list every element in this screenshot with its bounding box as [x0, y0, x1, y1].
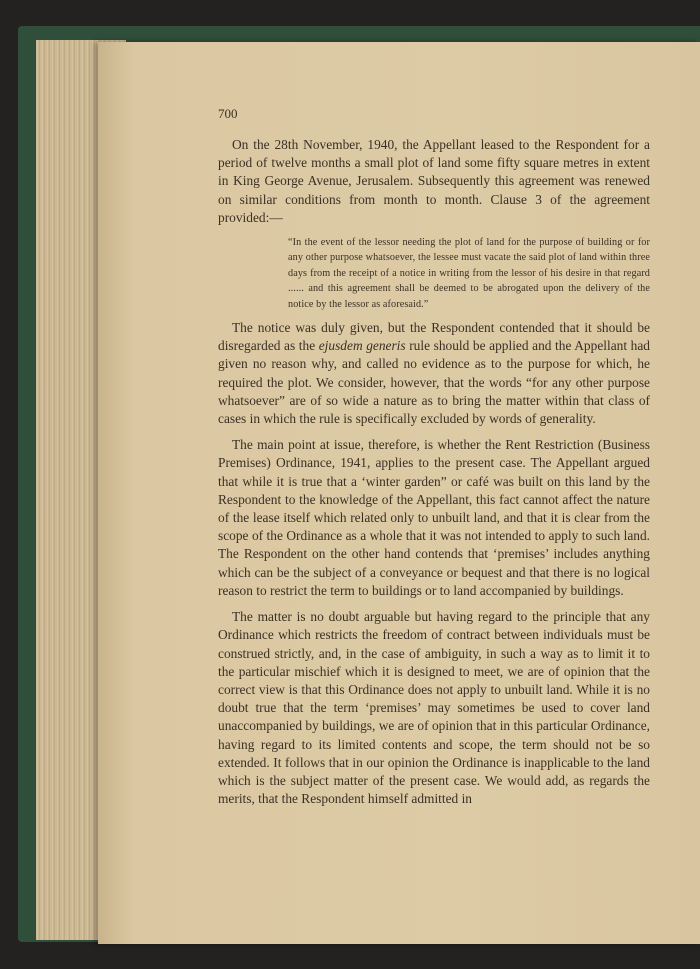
paragraph-3: The main point at issue, therefore, is whether the Rent Restriction (Business Premises) Ordinance, 1941, applies to the present case. The Appellant argued that while it is true that a ‘winter garden” or café was built on this land by the Respondent to the knowledge of the Appellant, this fact cannot affect the nature of the lease itself which related only to unbuilt land, and that it is clear from the scope of the Ordinance as a whole that it was not intended to apply to such land. The Respondent on the other hand contends that ‘premises’ includes anything which can be the subject of a conveyance or bequest and that there is no logical reason to restrict the term to buildings or to land accompanied by buildings. [218, 437, 650, 598]
page-number: 700 [218, 106, 238, 121]
block-quote: “In the event of the lessor needing the plot of land for the purpose of building or for any other purpose whatsoever, the lessee must vacate the said plot of land within three days from the receipt of a notice in writing from the lessor of his desire in that regard ...... and this agreement shall be deemed to be abrogated upon the delivery of the notice by the lessor as aforesaid.” [288, 237, 650, 310]
paragraph-4: The matter is no doubt arguable but having regard to the principle that any Ordinance which restricts the freedom of contract between individuals must be construed strictly, and, in the case of ambiguity, in such a way as to limit it to the particular mischief which it is designed to meet, we are of opinion that the correct view is that this Ordinance does not apply to unbuilt land. While it is no doubt true that the term ‘premises’ may sometimes be used to cover land unaccompanied by buildings, we are of opinion that in this particular Ordinance, having regard to its limited contents and scope, the term should not be so extended. It follows that in our opinion the Ordinance is inapplicable to the land which is the subject matter of the present case. We would add, as regards the merits, that the Respondent himself admitted in [218, 609, 650, 807]
paragraph-2-start: The notice was duly given, but the Respondent contended that it should be disregarded as the [218, 320, 650, 354]
paragraph-1: On the 28th November, 1940, the Appellant leased to the Respondent for a period of twelve months a small plot of land some fifty square metres in extent in King George Avenue, Jerusalem. Subsequently this agreement was renewed on similar conditions from month to month. Clause 3 of the agreement provided:— [218, 137, 650, 225]
paragraph-2 [218, 319, 650, 428]
latin-term: ejusdem generis [318, 338, 406, 354]
paragraph-2-end: rule should be applied and the Appellant had given no reason why, and called no evidence as to the purpose for which, he required the plot. We consider, however, that the words “for any other purpose whatsoever” are of so wide a nature as to bring the matter within that class of cases in which the rule is specifically excluded by words of generality. [218, 338, 650, 427]
text-block [218, 136, 650, 816]
